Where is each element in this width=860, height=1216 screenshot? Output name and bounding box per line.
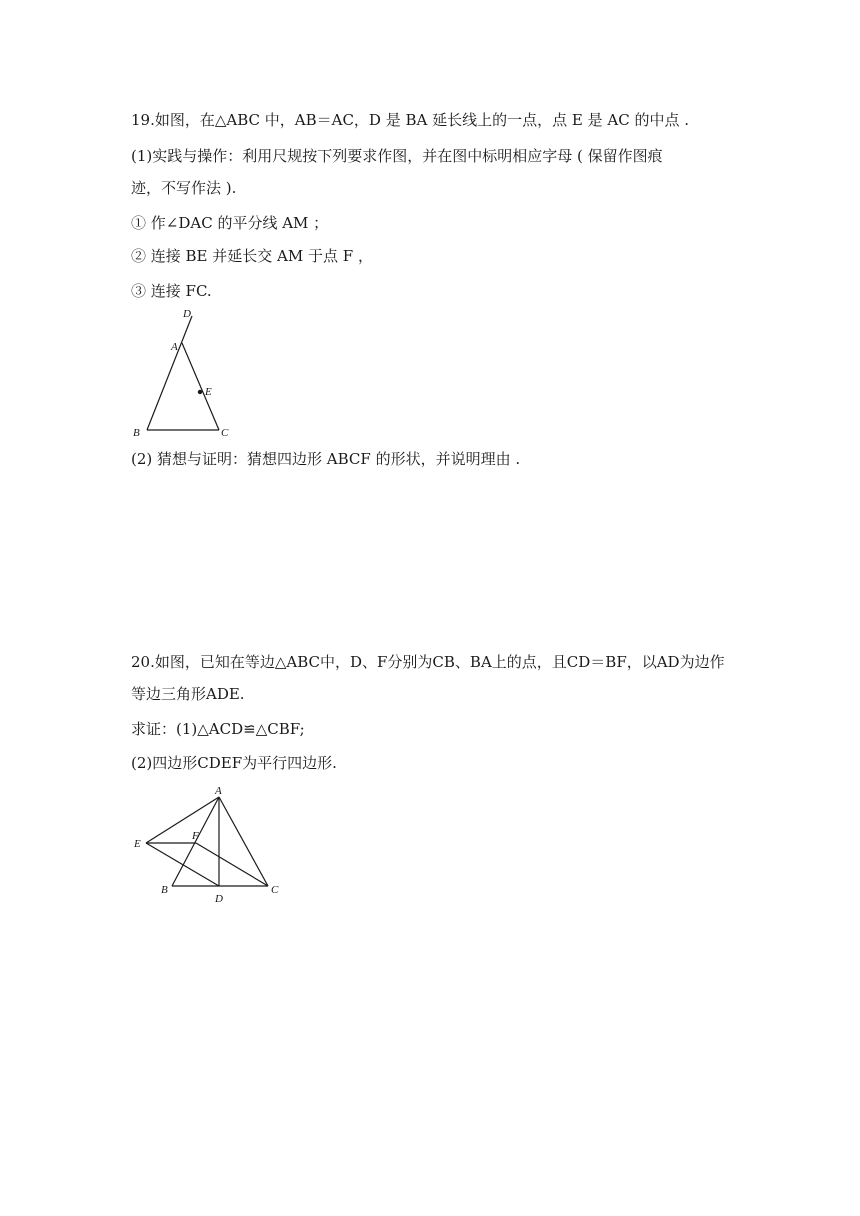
q19-figure [125, 305, 245, 440]
q19-step1: ① 作∠DAC 的平分线 AM ； [131, 214, 329, 232]
q19-label-D: D [183, 308, 191, 320]
q19-part1-line1: (1)实践与操作：利用尺规按下列要求作图，并在图中标明相应字母 ( 保留作图痕 [131, 147, 663, 165]
q20-line-ED [146, 843, 219, 886]
q20-label-A: A [215, 785, 222, 797]
q20-line-AE [146, 797, 219, 843]
q20-title-line2: 等边三角形ADE. [131, 685, 245, 703]
q20-figure [130, 785, 290, 910]
q19-label-A: A [171, 341, 178, 353]
q19-label-E: E [205, 386, 212, 398]
q19-part1-line2: 迹，不写作法 ). [131, 179, 237, 197]
q19-step2: ② 连接 BE 并延长交 AM 于点 F ， [131, 247, 373, 265]
q20-line-FC [196, 843, 268, 886]
q19-line-AC [182, 343, 219, 430]
q20-label-C: C [271, 884, 279, 896]
q20-label-F: F [192, 830, 199, 842]
q20-title-line1: 20.如图，已知在等边△ABC中，D、F分别为CB、BA上的点，且CD＝BF，以AD为边作 [131, 653, 725, 671]
q19-line-DA-B [147, 316, 192, 430]
q19-label-B: B [133, 427, 140, 439]
q19-label-C: C [221, 427, 229, 439]
q20-label-B: B [161, 884, 168, 896]
q19-step3: ③ 连接 FC. [131, 282, 212, 300]
q19-part2: (2) 猜想与证明：猜想四边形 ABCF 的形状，并说明理由 . [131, 450, 521, 468]
q20-line-AC [219, 797, 268, 886]
q20-prove2: (2)四边形CDEF为平行四边形. [131, 754, 337, 772]
q20-prove1: 求证：(1)△ACD≌△CBF; [131, 720, 305, 738]
q19-point-E [198, 390, 202, 394]
q20-label-E: E [134, 838, 141, 850]
q19-title: 19.如图，在△ABC 中，AB＝AC，D 是 BA 延长线上的一点，点 E 是 AC 的中点 . [131, 111, 689, 129]
q20-label-D: D [215, 893, 223, 905]
